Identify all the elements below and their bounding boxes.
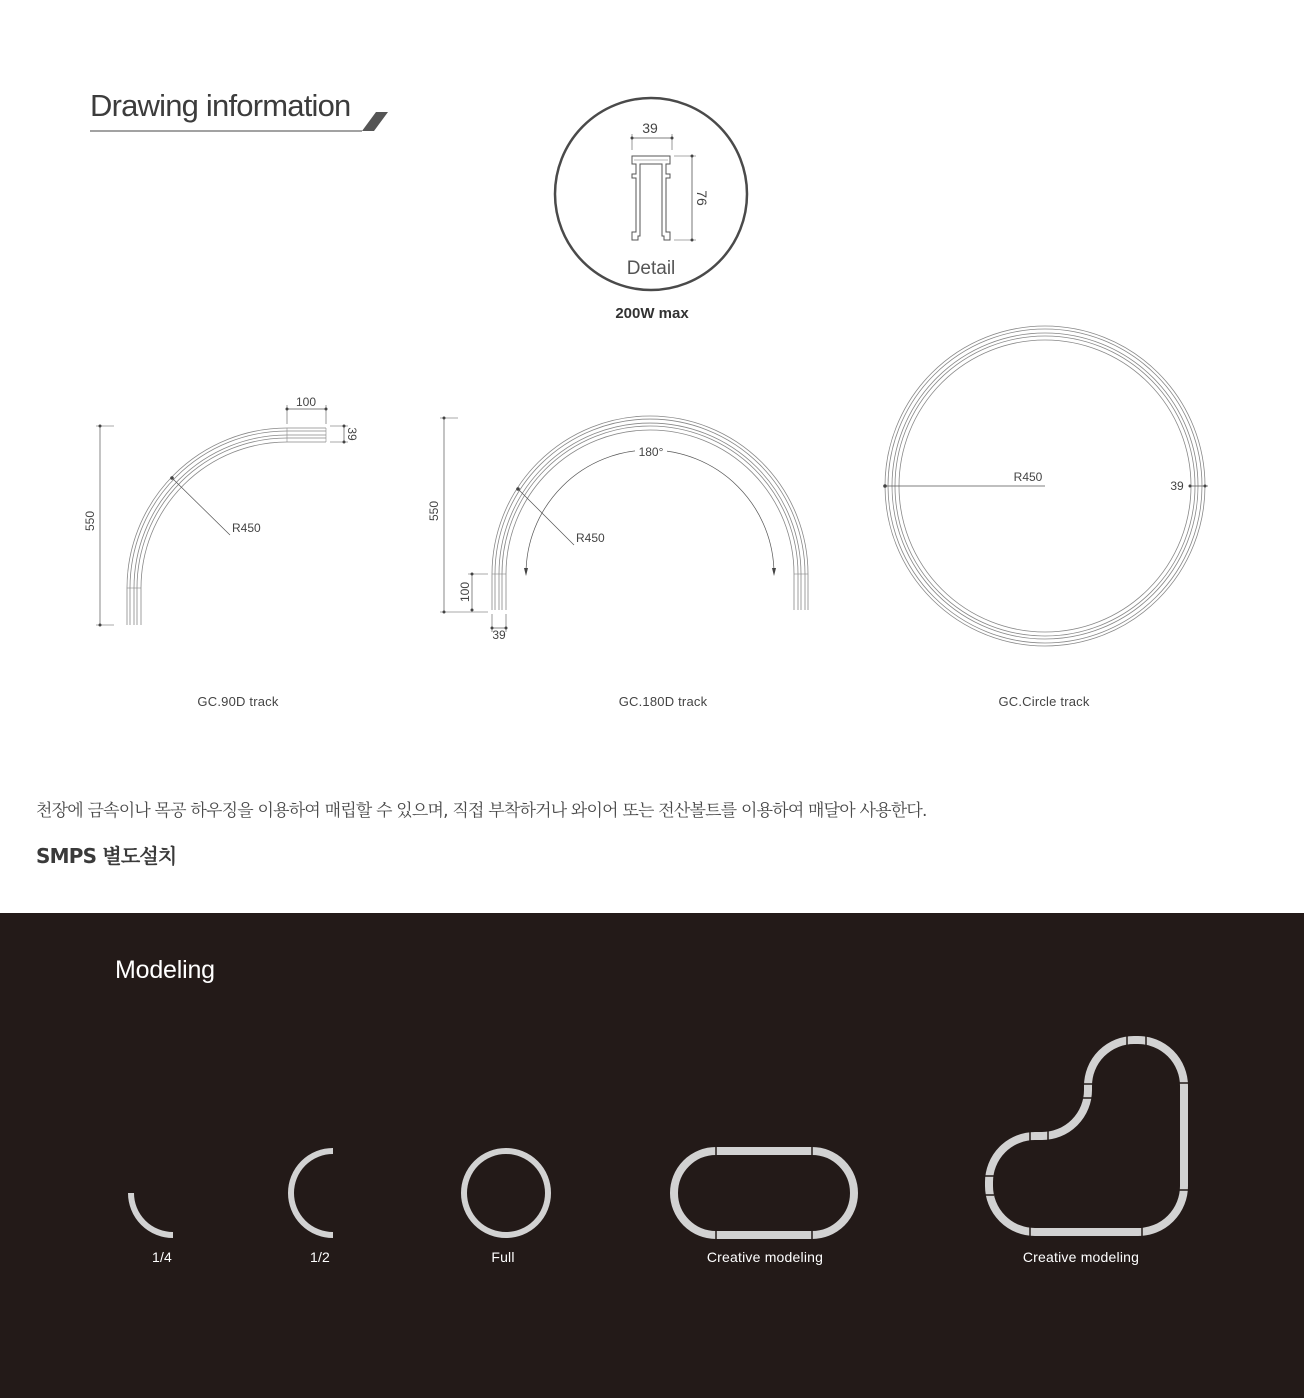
model-half-caption: 1/2 (309, 1249, 331, 1265)
detail-height-label: 76 (694, 190, 710, 206)
track-180d-straight-label: 100 (458, 581, 472, 603)
page-title: Drawing information (90, 88, 351, 123)
track-180d-radius-label: R450 (576, 531, 605, 545)
smps-note: SMPS 별도설치 (36, 844, 177, 868)
track-180d-height-label: 550 (427, 500, 441, 522)
track-circle-caption: GC.Circle track (998, 694, 1090, 709)
modeling-title: Modeling (115, 956, 215, 984)
model-creative-complex (984, 1035, 1189, 1237)
track-180d-angle-label: 180° (638, 445, 664, 459)
detail-width-label: 39 (642, 120, 658, 136)
track-180d-caption: GC.180D track (618, 694, 708, 709)
power-rating: 200W max (615, 305, 689, 322)
track-90d-width-label: 39 (345, 427, 359, 441)
model-full (464, 1151, 548, 1235)
model-creative-stadium (674, 1146, 854, 1240)
track-90d-radius-label: R450 (232, 521, 261, 535)
model-quarter-caption: 1/4 (151, 1249, 173, 1265)
track-circle-radius-label: R450 (1013, 470, 1043, 484)
detail-label: Detail (626, 258, 676, 279)
track-circle-width-label: 39 (1170, 479, 1184, 493)
track-90d-straight-label: 100 (295, 395, 317, 409)
model-creative-complex-caption: Creative modeling (1022, 1249, 1140, 1265)
model-full-caption: Full (491, 1249, 515, 1265)
track-180d-width-label: 39 (492, 628, 506, 642)
track-90d-height-label: 550 (83, 510, 97, 532)
model-creative-stadium-caption: Creative modeling (706, 1249, 824, 1265)
model-half (291, 1151, 333, 1235)
track-90d-caption: GC.90D track (197, 694, 279, 709)
model-quarter (131, 1193, 173, 1235)
installation-description: 천장에 금속이나 목공 하우징을 이용하여 매립할 수 있으며, 직접 부착하거나 와이어 또는 전산볼트를 이용하여 매달아 사용한다. (36, 801, 927, 821)
